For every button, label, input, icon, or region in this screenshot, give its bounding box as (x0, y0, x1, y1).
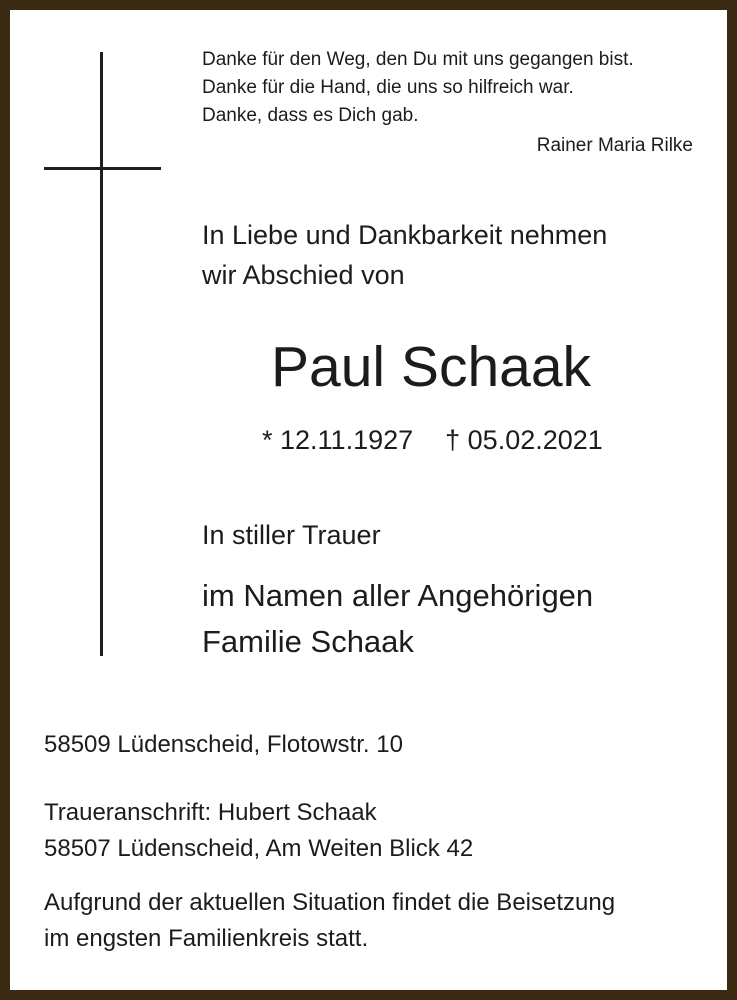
poem-quote (202, 46, 634, 130)
family-line: Familie Schaak (202, 624, 414, 659)
residence-address: 58509 Lüdenscheid, Flotowstr. 10 (44, 731, 403, 758)
poem-line: Danke für die Hand, die uns so hilfreich war. (202, 77, 574, 98)
condolence-address (44, 795, 473, 867)
life-dates (262, 420, 603, 460)
birth-date: * 12.11.1927 (262, 425, 414, 455)
poem-line: Danke, dass es Dich gab. (202, 105, 419, 126)
poem-line: Danke für den Weg, den Du mit uns gegangen bist. (202, 49, 634, 70)
intro-line: wir Abschied von (202, 260, 405, 290)
mourning-line: In stiller Trauer (202, 520, 381, 550)
cross-horizontal-bar (44, 167, 161, 170)
family-line: im Namen aller Angehörigen (202, 578, 594, 613)
poem-author: Rainer Maria Rilke (536, 135, 693, 156)
condolence-line: 58507 Lüdenscheid, Am Weiten Blick 42 (44, 835, 474, 862)
burial-notice (44, 885, 615, 957)
obituary-card (10, 10, 727, 990)
condolence-line: Traueranschrift: Hubert Schaak (44, 799, 377, 826)
death-date: † 05.02.2021 (445, 425, 603, 455)
intro-line: In Liebe und Dankbarkeit nehmen (202, 220, 608, 250)
farewell-intro (202, 215, 607, 295)
notice-line: Aufgrund der aktuellen Situation findet die Beisetzung (44, 889, 616, 916)
notice-line: im engsten Familienkreis statt. (44, 925, 369, 952)
deceased-name: Paul Schaak (271, 335, 592, 399)
cross-vertical-bar (100, 52, 103, 656)
family-signature (202, 573, 593, 665)
